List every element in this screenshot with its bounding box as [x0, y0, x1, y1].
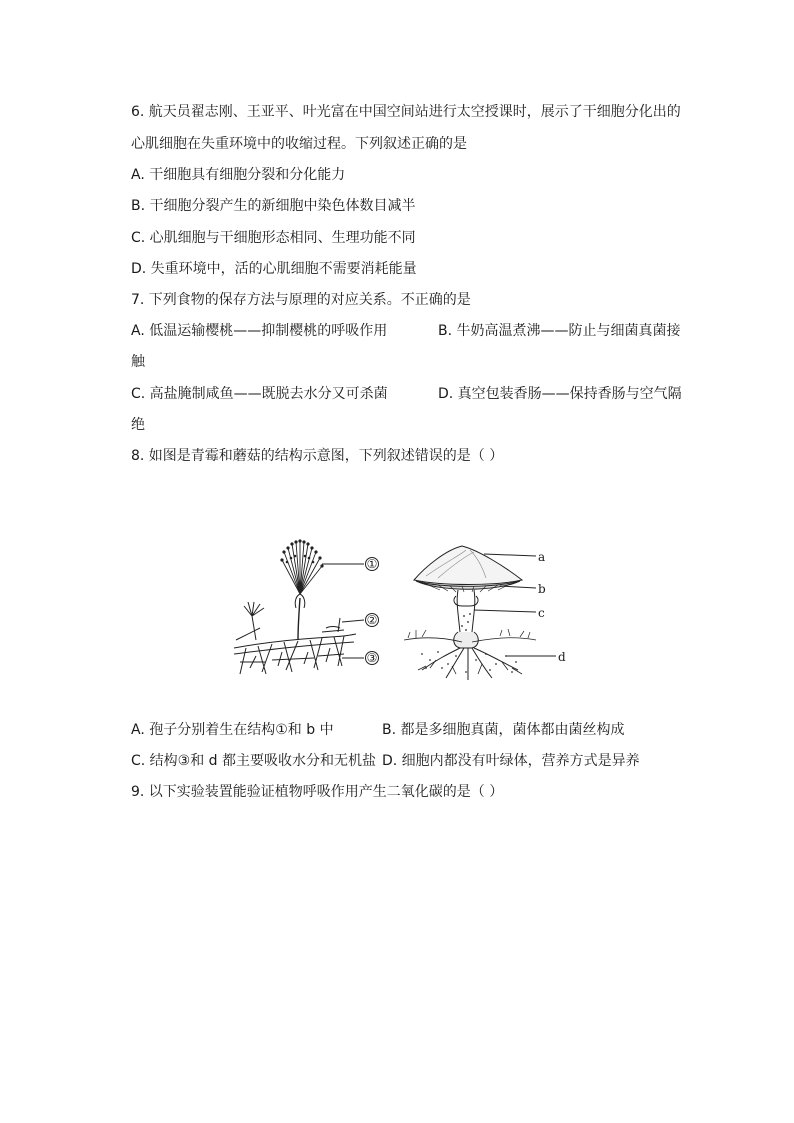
q6-stem-line1: 6. 航天员翟志刚、王亚平、叶光富在中国空间站进行太空授课时，展示了干细胞分化出的: [131, 104, 681, 120]
label-3: ③: [366, 651, 378, 665]
q8-option-c: C. 结构③和 d 都主要吸收水分和无机盐: [131, 753, 377, 769]
q6-stem-line2: 心肌细胞在失重环境中的收缩过程。下列叙述正确的是: [131, 136, 467, 152]
label-d: d: [558, 650, 566, 664]
q8-option-b: B. 都是多细胞真菌，菌体都由菌丝构成: [382, 722, 625, 738]
q7-option-b: B. 牛奶高温煮沸——防止与细菌真菌接: [438, 323, 681, 339]
q8-option-d: D. 细胞内都没有叶绿体，营养方式是异养: [382, 753, 640, 769]
penicillium-drawing: [234, 539, 379, 674]
q8-option-a: A. 孢子分别着生在结构①和 b 中: [131, 722, 334, 738]
q7-option-a: A. 低温运输樱桃——抑制樱桃的呼吸作用: [131, 323, 388, 339]
label-b: b: [538, 582, 546, 596]
q6-option-d: D. 失重环境中，活的心肌细胞不需要消耗能量: [131, 261, 417, 277]
mushroom-drawing: [404, 546, 556, 680]
q9-stem: 9. 以下实验装置能验证植物呼吸作用产生二氧化碳的是（ ）: [131, 784, 504, 800]
q8-stem: 8. 如图是青霉和蘑菇的结构示意图，下列叙述错误的是（ ）: [131, 448, 504, 464]
label-1: ①: [366, 557, 378, 571]
q7-option-d-wrap: 绝: [131, 417, 145, 433]
label-a: a: [538, 550, 546, 564]
q7-stem: 7. 下列食物的保存方法与原理的对应关系。不正确的是: [131, 292, 471, 308]
q7-option-b-wrap: 触: [131, 354, 145, 370]
q6-option-a: A. 干细胞具有细胞分裂和分化能力: [131, 167, 346, 183]
label-c: c: [538, 606, 545, 620]
q7-option-d: D. 真空包装香肠——保持香肠与空气隔: [438, 386, 682, 402]
q6-option-b: B. 干细胞分裂产生的新细胞中染色体数目减半: [131, 198, 416, 214]
q7-option-c: C. 高盐腌制咸鱼——既脱去水分又可杀菌: [131, 386, 388, 402]
q6-option-c: C. 心肌细胞与干细胞形态相同、生理功能不同: [131, 230, 416, 246]
label-2: ②: [366, 613, 378, 627]
fungi-structure-figure: [226, 536, 578, 686]
